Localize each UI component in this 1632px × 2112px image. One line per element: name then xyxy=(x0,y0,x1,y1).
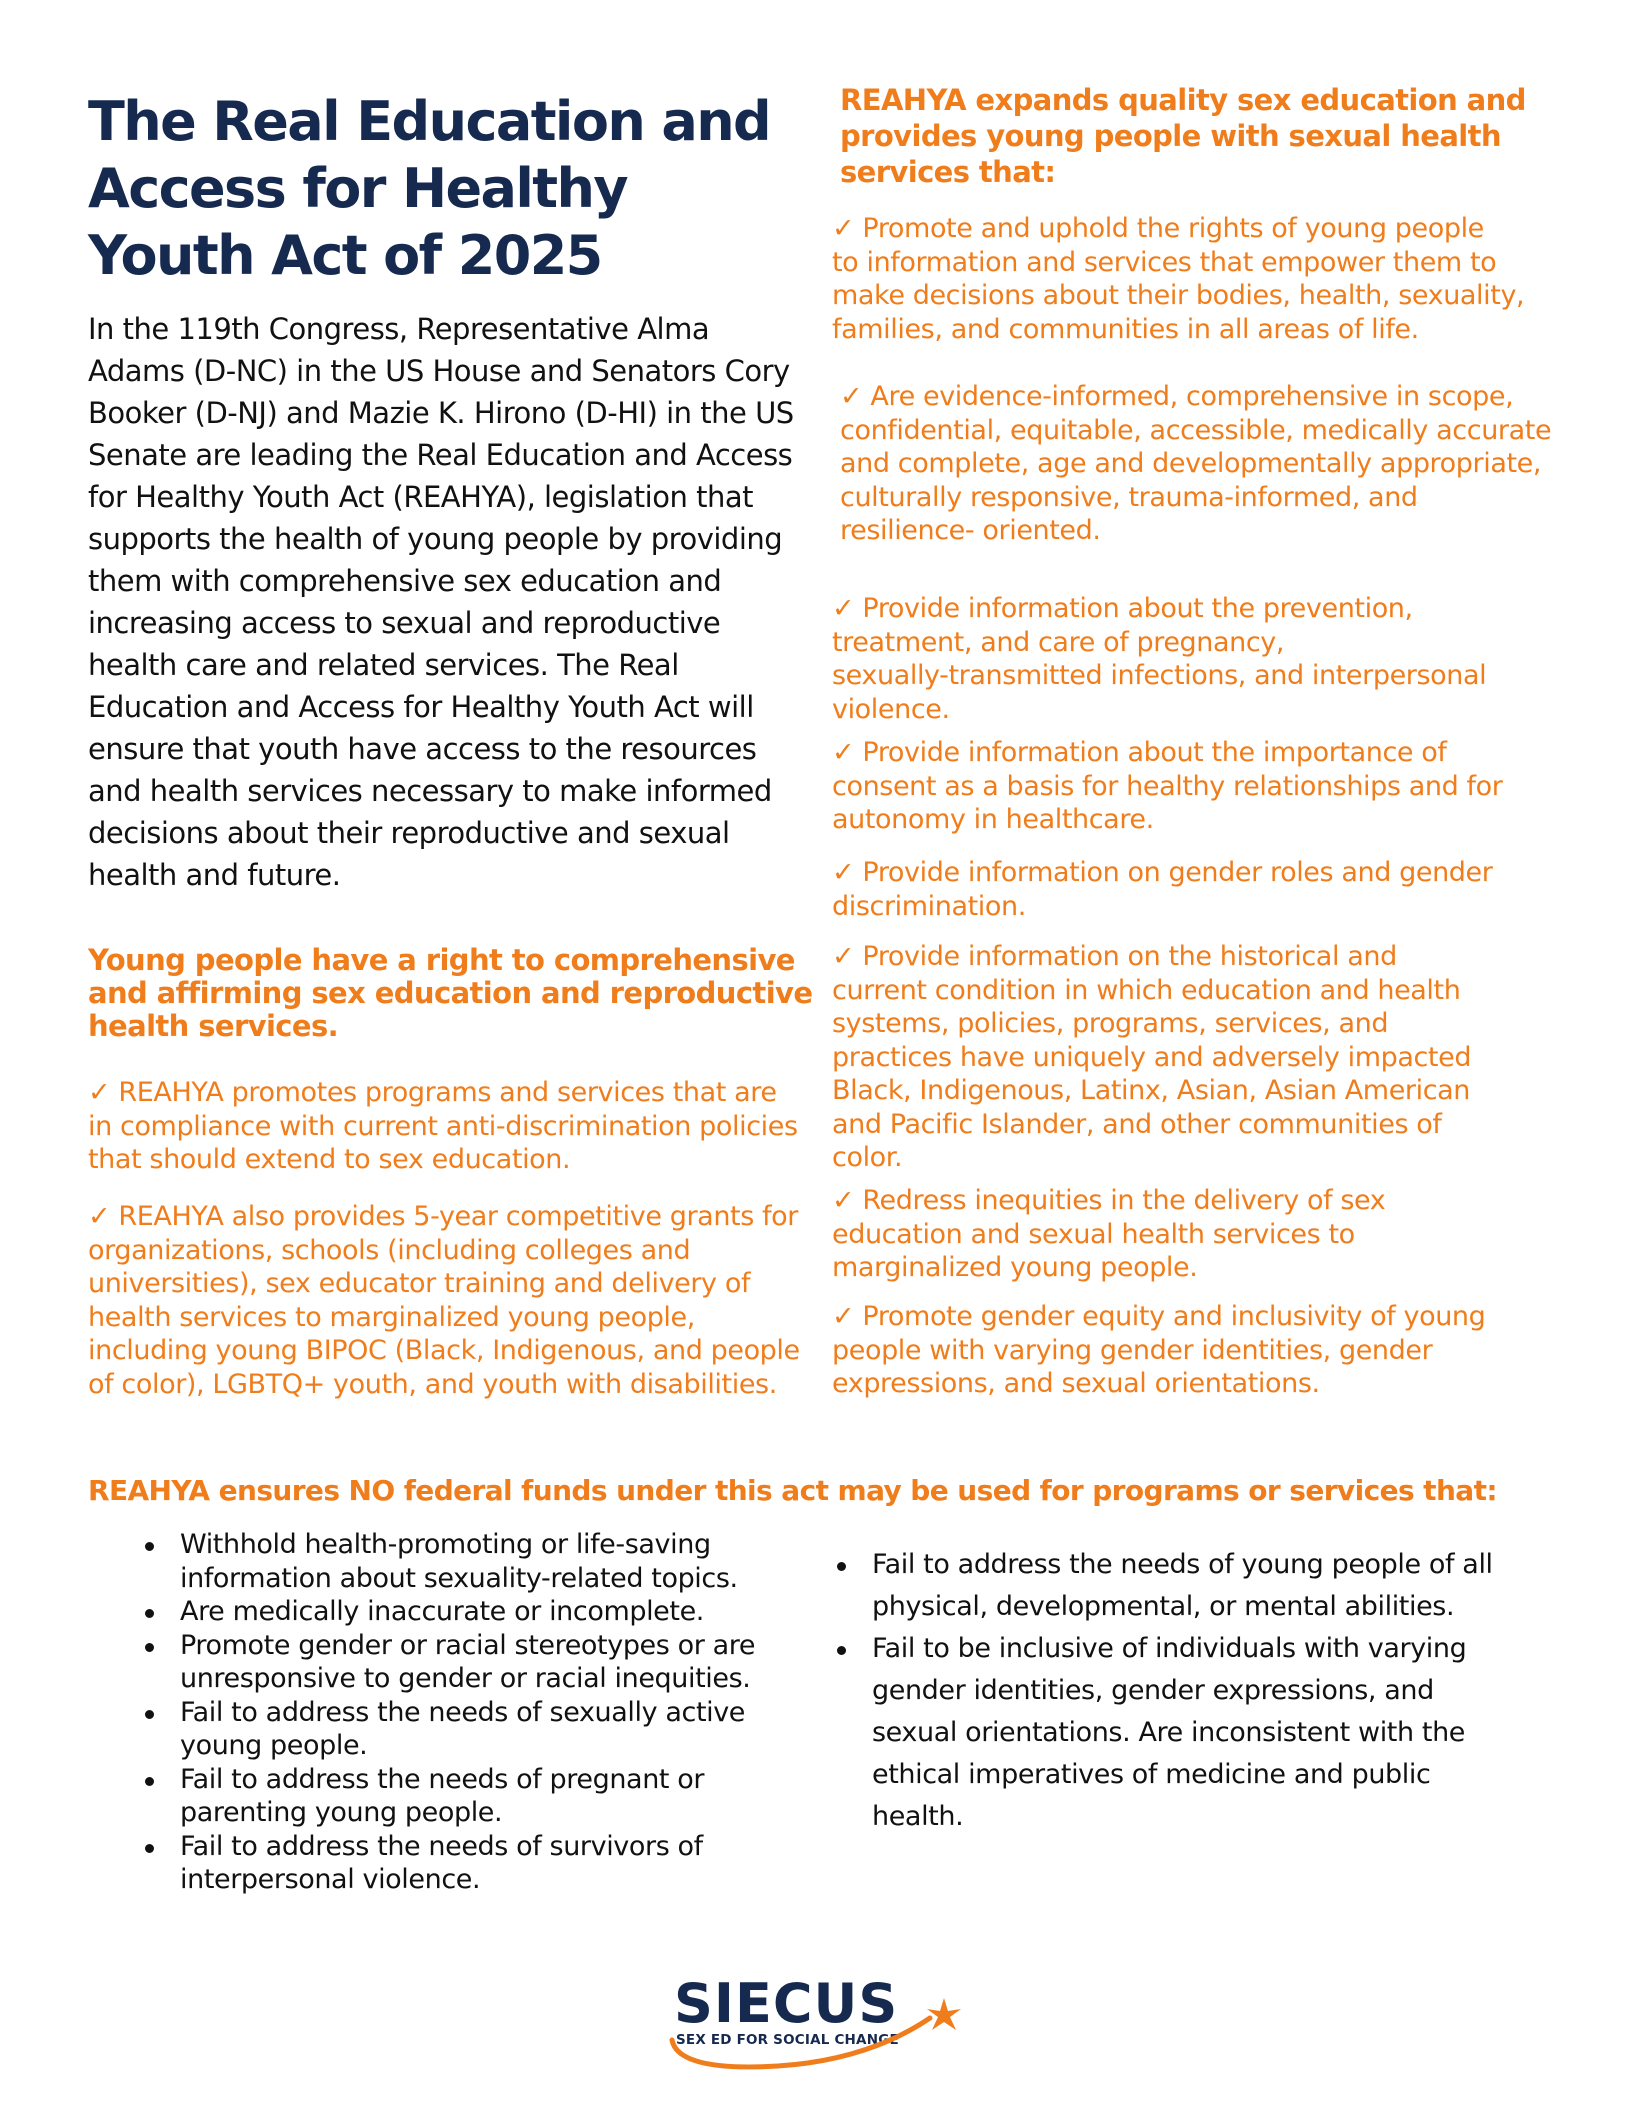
point-line: Black, Indigenous, Latinx, Asian, Asian American xyxy=(832,1075,1471,1106)
intro-line: decisions about their reproductive and sexual xyxy=(88,816,730,850)
point-line: ✓ REAHYA promotes programs and services that are xyxy=(88,1077,777,1108)
point-line: consent as a basis for healthy relationships and for xyxy=(832,770,1503,802)
right-point-rights xyxy=(832,212,1524,346)
siecus-logo-mark xyxy=(668,1968,968,2078)
list-item: Are medically inaccurate or incomplete. xyxy=(88,1595,808,1629)
point-line: expressions, and sexual orientations. xyxy=(832,1368,1320,1399)
title-line: Access for Healthy xyxy=(88,157,627,220)
bullet-dot xyxy=(837,1646,846,1655)
point-line: families, and communities in all areas of life. xyxy=(832,313,1419,345)
intro-line: In the 119th Congress, Representative Alma xyxy=(88,312,710,346)
point-line: ✓ Provide information about the prevention, xyxy=(832,593,1413,624)
point-line: marginalized young people. xyxy=(832,1252,1198,1283)
point-line: that should extend to sex education. xyxy=(88,1144,571,1175)
point-line: ✓ Provide information about the importance of xyxy=(832,737,1447,768)
bullet-dot xyxy=(145,1777,154,1786)
bullet-dot xyxy=(145,1643,154,1652)
intro-line: Adams (D-NC) in the US House and Senators Cory xyxy=(88,354,790,388)
funds-heading-text: REAHYA ensures NO federal funds under this act may be used for programs or services that: xyxy=(88,1474,1497,1507)
point-line: discrimination. xyxy=(832,890,1026,922)
point-line: current condition in which education and health xyxy=(832,974,1461,1006)
right-point-redress xyxy=(832,1184,1385,1285)
point-line: and complete, age and developmentally appropriate, xyxy=(840,448,1542,479)
page-title xyxy=(88,88,788,289)
point-line: color. xyxy=(832,1142,903,1173)
point-line: in compliance with current anti-discrimination policies xyxy=(88,1110,798,1142)
list-item: Fail to address the needs of sexually active young people. xyxy=(88,1696,808,1763)
point-line: ✓ Provide information on the historical and xyxy=(832,941,1397,972)
list-item: Fail to address the needs of pregnant or parenting young people. xyxy=(88,1763,808,1830)
point-line: ✓ Are evidence-informed, comprehensive in scope, xyxy=(840,381,1514,412)
point-line: health services to marginalized young people, xyxy=(88,1301,695,1333)
bullet-dot xyxy=(145,1710,154,1719)
point-line: to information and services that empower them to xyxy=(832,246,1497,278)
point-line: sexually-transmitted infections, and interpersonal xyxy=(832,660,1487,691)
point-line: ✓ Promote gender equity and inclusivity of young xyxy=(832,1301,1486,1332)
services-heading-line: REAHYA expands quality sex education and xyxy=(840,83,1526,117)
point-line: resilience- oriented. xyxy=(840,515,1101,546)
point-line: of color), LGBTQ+ youth, and youth with disabilities. xyxy=(88,1368,777,1400)
point-line: ✓ Provide information on gender roles and gender xyxy=(832,857,1493,888)
left-point-compliance xyxy=(88,1076,798,1177)
title-line: Youth Act of 2025 xyxy=(88,224,602,287)
point-line: including young BIPOC (Black, Indigenous, and people xyxy=(88,1335,800,1366)
point-line: autonomy in healthcare. xyxy=(832,804,1154,835)
services-heading-line: provides young people with sexual health xyxy=(840,119,1501,153)
intro-line: Booker (D-NJ) and Mazie K. Hirono (D-HI) in the US xyxy=(88,396,794,430)
intro-line: Education and Access for Healthy Youth Act will xyxy=(88,690,754,724)
intro-line: ensure that youth have access to the resources xyxy=(88,732,757,766)
point-line: make decisions about their bodies, health, sexuality, xyxy=(832,280,1525,311)
point-line: ✓ REAHYA also provides 5-year competitive grants for xyxy=(88,1201,798,1232)
right-point-equity xyxy=(832,1300,1485,1401)
point-line: systems, policies, programs, services, and xyxy=(832,1008,1389,1039)
siecus-logo xyxy=(668,1968,968,2078)
intro-line: them with comprehensive sex education and xyxy=(88,564,722,598)
right-point-historical xyxy=(832,940,1471,1175)
intro-line: health care and related services. The Real xyxy=(88,648,679,682)
list-item: Promote gender or racial stereotypes or are unresponsive to gender or racial inequities. xyxy=(88,1629,808,1696)
point-line: people with varying gender identities, gender xyxy=(832,1334,1433,1366)
list-item: Withhold health-promoting or life-saving information about sexuality-related topics. xyxy=(88,1528,808,1595)
intro-paragraph xyxy=(88,308,808,896)
logo-wordmark: SIECUS xyxy=(674,1972,899,2035)
point-line: and Pacific Islander, and other communities of xyxy=(832,1108,1442,1140)
right-point-evidence xyxy=(840,380,1551,548)
point-line: culturally responsive, trauma-informed, and xyxy=(840,481,1418,513)
rights-heading-line: health services. xyxy=(88,1009,339,1043)
rights-heading-line: Young people have a right to comprehensive xyxy=(88,943,795,977)
point-line: education and sexual health services to xyxy=(832,1218,1355,1250)
point-line: treatment, and care of pregnancy, xyxy=(832,626,1285,658)
funds-heading xyxy=(88,1474,1497,1507)
intro-line: increasing access to sexual and reproductive xyxy=(88,606,721,640)
list-item: Fail to be inclusive of individuals with varying gender identities, gender expressions, and sexual orientations. Are inconsistent with the ethical imperatives of medicine and public health. xyxy=(780,1628,1580,1838)
right-point-prevention xyxy=(832,592,1486,726)
intro-line: Senate are leading the Real Education and Access xyxy=(88,438,793,472)
point-line: organizations, schools (including colleges and xyxy=(88,1234,691,1266)
rights-heading-line: and affirming sex education and reproductive xyxy=(88,976,813,1010)
bullet-dot xyxy=(145,1844,154,1853)
bullet-dot xyxy=(837,1562,846,1571)
point-line: violence. xyxy=(832,693,950,725)
bullet-dot xyxy=(145,1609,154,1618)
list-item: Fail to address the needs of young people of all physical, developmental, or mental abilities. xyxy=(780,1544,1580,1628)
intro-line: supports the health of young people by providing xyxy=(88,522,783,556)
right-point-consent xyxy=(832,736,1502,837)
point-line: confidential, equitable, accessible, medically accurate xyxy=(840,414,1552,446)
right-point-gender-roles xyxy=(832,856,1492,923)
services-heading xyxy=(840,82,1526,190)
funds-list-left xyxy=(88,1528,808,1897)
logo-tagline: SEX ED FOR SOCIAL CHANGE xyxy=(676,2032,899,2048)
title-line: The Real Education and xyxy=(88,90,771,153)
funds-list-right xyxy=(780,1544,1580,1838)
intro-line: for Healthy Youth Act (REAHYA), legislation that xyxy=(88,480,753,514)
point-line: universities), sex educator training and delivery of xyxy=(88,1268,751,1299)
intro-line: health and future. xyxy=(88,858,341,892)
point-line: ✓ Redress inequities in the delivery of sex xyxy=(832,1185,1386,1216)
list-item: Fail to address the needs of survivors of interpersonal violence. xyxy=(88,1830,808,1897)
star-icon xyxy=(927,1998,961,2030)
rights-heading xyxy=(88,944,812,1043)
point-line: ✓ Promote and uphold the rights of young people xyxy=(832,213,1484,244)
bullet-dot xyxy=(145,1542,154,1551)
services-heading-line: services that: xyxy=(840,155,1056,189)
intro-line: and health services necessary to make informed xyxy=(88,774,772,808)
point-line: practices have uniquely and adversely impacted xyxy=(832,1041,1472,1073)
left-point-grants xyxy=(88,1200,800,1401)
